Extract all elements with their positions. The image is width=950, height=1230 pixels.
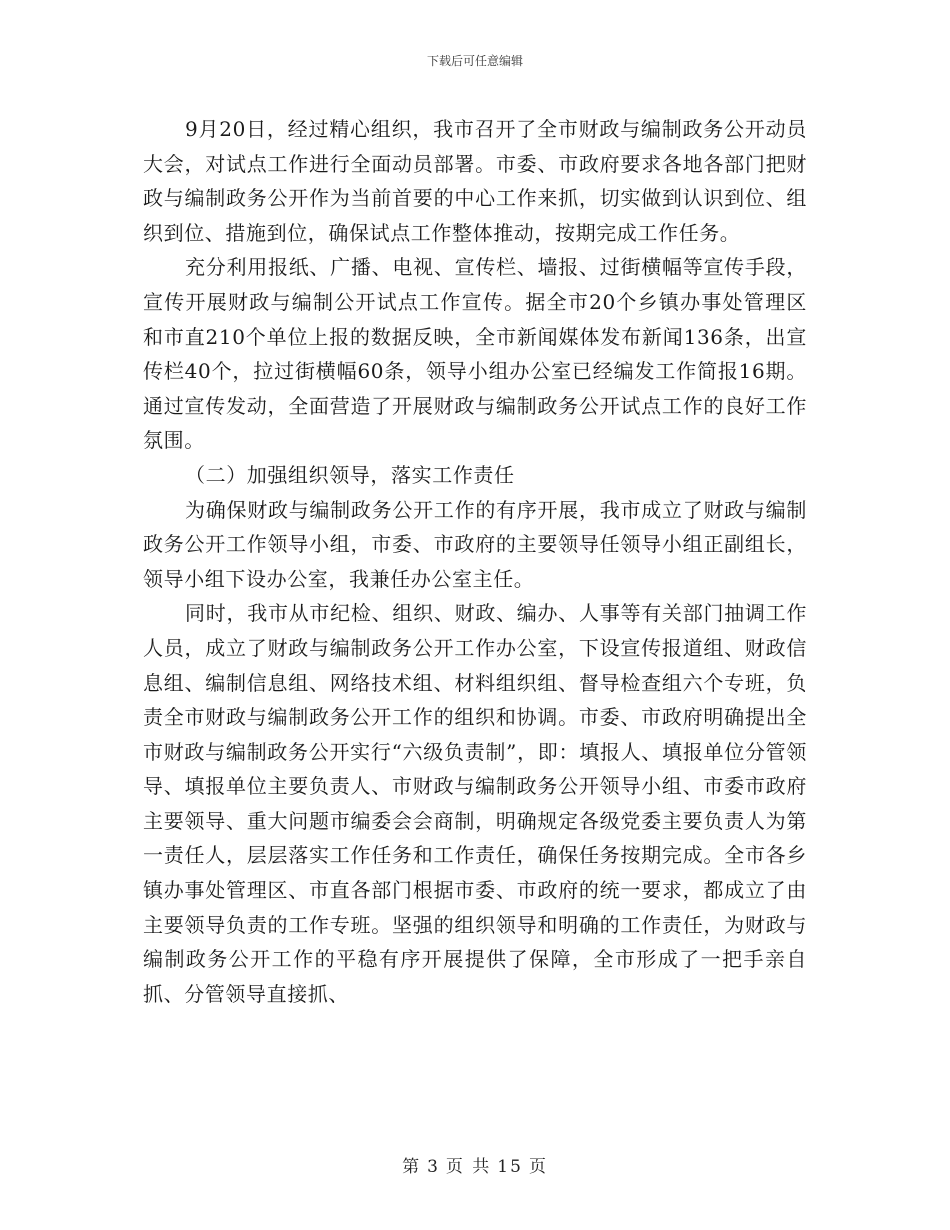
page-header: 下载后可任意编辑 [426, 54, 523, 68]
page-label-prefix: 第 [402, 1157, 422, 1177]
paragraph-office-setup: 同时，我市从市纪检、组织、财政、编办、人事等有关部门抽调工作人员，成立了财政与编制政务公开工作办公室，下设宣传报道组、财政信息组、编制信息组、网络技术组、材料组织组、督导检查组六个专班，负责全市财政与编制政务公开工作的组织和协调。市委、市政府明确提出全市财政与编制政务公开实行“六级负责制”，即：填报人、填报单位分管领导、填报单位主要负责人、市财政与编制政务公开领导小组、市委市政府主要领导、重大问题市编委会会商制，明确规定各级党委主要负责人为第一责任人，层层落实工作任务和工作责任，确保任务按期完成。全市各乡镇办事处管理区、市直各部门根据市委、市政府的统一要求，都成立了由主要领导负责的工作专班。坚强的组织领导和明确的工作责任，为财政与编制政务公开工作的平稳有序开展提供了保障，全市形成了一把手亲自抓、分管领导直接抓、 [143, 601, 807, 1006]
document-body [143, 112, 807, 1011]
page-footer [0, 1156, 950, 1178]
page-label-suffix: 页 [528, 1157, 548, 1177]
section-heading: （二）加强组织领导，落实工作责任 [185, 462, 515, 487]
paragraph-mobilization-meeting: 9月20日，经过精心组织，我市召开了全市财政与编制政务公开动员大会，对试点工作进行全面动员部署。市委、市政府要求各地各部门把财政与编制政务公开作为当前首要的中心工作来抓，切实做到认识到位、组织到位、措施到位，确保试点工作整体推动，按期完成工作任务。 [143, 117, 807, 245]
page-total: 15 [497, 1157, 523, 1177]
paragraph-publicity: 充分利用报纸、广播、电视、宣传栏、墙报、过街横幅等宣传手段，宣传开展财政与编制公开试点工作宣传。据全市20个乡镇办事处管理区和市直210个单位上报的数据反映，全市新闻媒体发布新闻136条，出宣传栏40个，拉过街横幅60条，领导小组办公室已经编发工作简报16期。通过宣传发动，全面营造了开展财政与编制政务公开试点工作的良好工作氛围。 [143, 255, 807, 453]
page-label-middle: 页 共 [445, 1157, 492, 1177]
page-number: 3 [427, 1157, 440, 1177]
paragraph-leading-group: 为确保财政与编制政务公开工作的有序开展，我市成立了财政与编制政务公开工作领导小组，市委、市政府的主要领导任领导小组正副组长，领导小组下设办公室，我兼任办公室主任。 [143, 497, 807, 591]
